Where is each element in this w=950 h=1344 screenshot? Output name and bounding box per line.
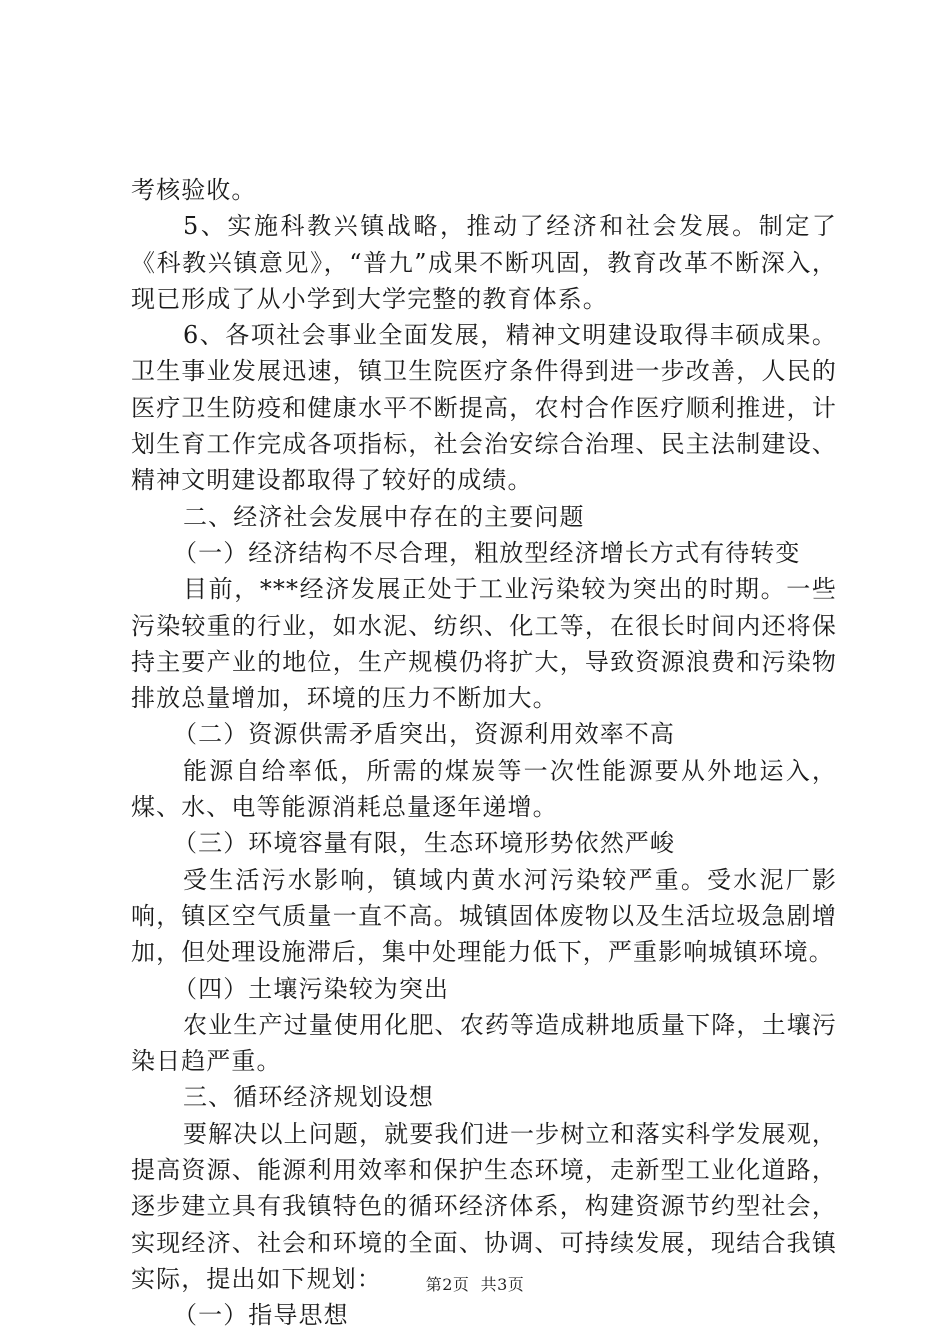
- subsection-heading-guiding: （一）指导思想: [173, 1301, 349, 1330]
- subsection-heading-3: （三）环境容量有限，生态环境形势依然严峻: [173, 829, 675, 858]
- subsection-heading-1: （一）经济结构不尽合理，粗放型经济增长方式有待转变: [173, 538, 801, 567]
- page-number: 第2页: [425, 1275, 470, 1294]
- paragraph-structure: 目前，***经济发展正处于工业污染较为突出的时期。一些污染较重的行业，如水泥、纺织、化工等，在很长时间内还将保持主要产业的地位，生产规模仍将扩大，导致资源浪费和污染物排放总量增加，环境的压力不断加大。: [131, 575, 837, 713]
- paragraph-item-5: 5、实施科教兴镇战略，推动了经济和社会发展。制定了《科教兴镇意见》，“普九”成果不断巩固，教育改革不断深入，现已形成了从小学到大学完整的教育体系。: [131, 212, 837, 313]
- paragraph-soil: 农业生产过量使用化肥、农药等造成耕地质量下降，土壤污染日趋严重。: [131, 1010, 837, 1076]
- paragraph-continuation: 考核验收。: [131, 176, 257, 204]
- subsection-heading-4: （四）土壤污染较为突出: [173, 974, 450, 1003]
- subsection-heading-2: （二）资源供需矛盾突出，资源利用效率不高: [173, 720, 675, 749]
- paragraph-item-6: 6、各项社会事业全面发展，精神文明建设取得丰硕成果。卫生事业发展迅速，镇卫生院医疗条件得到进一步改善，人民的医疗卫生防疫和健康水平不断提高，农村合作医疗顺利推进，计划生育工作完成各项指标，社会治安综合治理、民主法制建设、精神文明建设都取得了较好的成绩。: [131, 321, 837, 495]
- paragraph-resources: 能源自给率低，所需的煤炭等一次性能源要从外地运入，煤、水、电等能源消耗总量逐年递增。: [131, 756, 837, 822]
- page-footer: [0, 1272, 950, 1295]
- section-heading-3: 三、循环经济规划设想: [183, 1083, 434, 1112]
- document-body: [131, 172, 837, 1334]
- page-total: 共3页: [480, 1275, 525, 1294]
- paragraph-plan: 要解决以上问题，就要我们进一步树立和落实科学发展观，提高资源、能源利用效率和保护生态环境，走新型工业化道路，逐步建立具有我镇特色的循环经济体系，构建资源节约型社会，实现经济、社会和环境的全面、协调、可持续发展，现结合我镇实际，提出如下规划：: [131, 1119, 837, 1293]
- paragraph-environment: 受生活污水影响，镇域内黄水河污染较严重。受水泥厂影响，镇区空气质量一直不高。城镇固体废物以及生活垃圾急剧增加，但处理设施滞后，集中处理能力低下，严重影响城镇环境。: [131, 865, 837, 967]
- section-heading-2: 二、经济社会发展中存在的主要问题: [183, 502, 585, 531]
